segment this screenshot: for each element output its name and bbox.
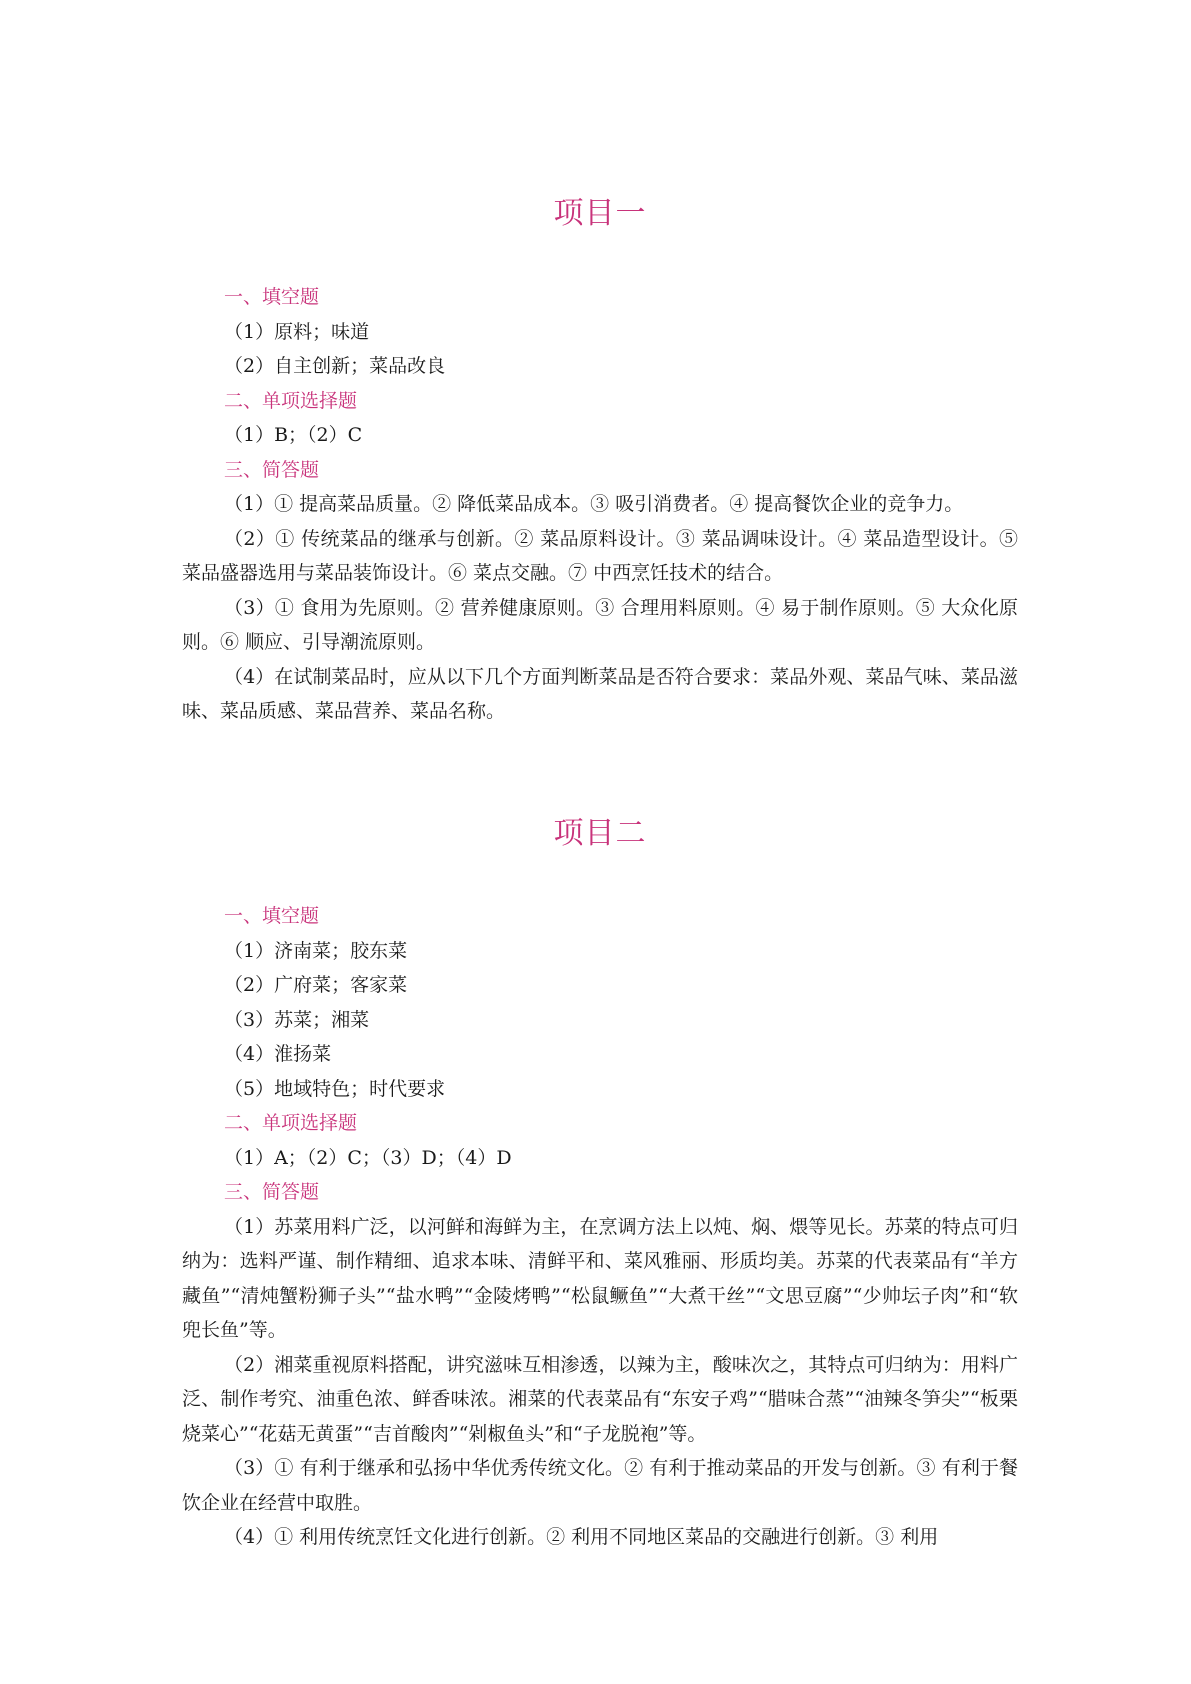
fill-blank-answer: （1）济南菜；胶东菜: [224, 939, 408, 962]
project-1-title: 项目一: [553, 196, 647, 231]
fill-blank-answer: （2）自主创新；菜品改良: [224, 355, 446, 377]
fill-blank-heading: 一、填空题: [224, 286, 320, 308]
short-answer-heading: 三、简答题: [224, 1181, 320, 1203]
project-1-section: [182, 280, 1018, 729]
fill-blank-answer: （2）广府菜；客家菜: [224, 974, 408, 996]
short-answer-paragraph: （3）① 食用为先原则。② 营养健康原则。③ 合理用料原则。④ 易于制作原则。⑤ 大众化原则。⑥ 顺应、引导潮流原则。: [182, 596, 1018, 653]
single-choice-heading: 二、单项选择题: [224, 389, 358, 412]
short-answer-heading: 三、简答题: [224, 458, 320, 481]
short-answer-paragraph: （4）① 利用传统烹饪文化进行创新。② 利用不同地区菜品的交融进行创新。③ 利用: [224, 1526, 939, 1548]
fill-blank-answer: （4）淮扬菜: [224, 1043, 332, 1065]
short-answer-paragraph: （1）① 提高菜品质量。② 降低菜品成本。③ 吸引消费者。④ 提高餐饮企业的竞争力。: [224, 493, 964, 515]
fill-blank-heading: 一、填空题: [224, 905, 320, 927]
short-answer-paragraph: （4）在试制菜品时，应从以下几个方面判断菜品是否符合要求：菜品外观、菜品气味、菜品滋味、菜品质感、菜品营养、菜品名称。: [182, 665, 1018, 722]
single-choice-answer: （1）B；（2）C: [224, 424, 363, 446]
fill-blank-answer: （1）原料；味道: [224, 320, 370, 343]
fill-blank-answer: （3）苏菜；湘菜: [224, 1008, 370, 1031]
short-answer-paragraph: （1）苏菜用料广泛，以河鲜和海鲜为主，在烹调方法上以炖、焖、煨等见长。苏菜的特点可归纳为：选料严谨、制作精细、追求本味、清鲜平和、菜风雅丽、形质均美。苏菜的代表菜品有“羊方藏鱼”“清炖蟹粉狮子头”“盐水鸭”“金陵烤鸭”“松鼠鳜鱼”“大煮干丝”“文思豆腐”“少帅坛子肉”和“软兜长鱼”等。: [182, 1215, 1018, 1341]
single-choice-answer: （1）A；（2）C；（3）D；（4）D: [224, 1146, 512, 1169]
short-answer-paragraph: （3）① 有利于继承和弘扬中华优秀传统文化。② 有利于推动菜品的开发与创新。③ 有利于餐饮企业在经营中取胜。: [182, 1457, 1018, 1514]
fill-blank-answer: （5）地域特色；时代要求: [224, 1077, 446, 1100]
single-choice-heading: 二、单项选择题: [224, 1112, 358, 1134]
project-2-section: [182, 899, 1018, 1555]
short-answer-paragraph: （2）① 传统菜品的继承与创新。② 菜品原料设计。③ 菜品调味设计。④ 菜品造型设计。⑤ 菜品盛器选用与菜品装饰设计。⑥ 菜点交融。⑦ 中西烹饪技术的结合。: [182, 527, 1018, 584]
short-answer-paragraph: （2）湘菜重视原料搭配，讲究滋味互相渗透，以辣为主，酸味次之，其特点可归纳为：用料广泛、制作考究、油重色浓、鲜香味浓。湘菜的代表菜品有“东安子鸡”“腊味合蒸”“油辣冬笋尖”“板栗烧菜心”“花菇无黄蛋”“吉首酸肉”“剁椒鱼头”和“子龙脱袍”等。: [182, 1353, 1018, 1445]
project-2-title: 项目二: [553, 816, 647, 851]
